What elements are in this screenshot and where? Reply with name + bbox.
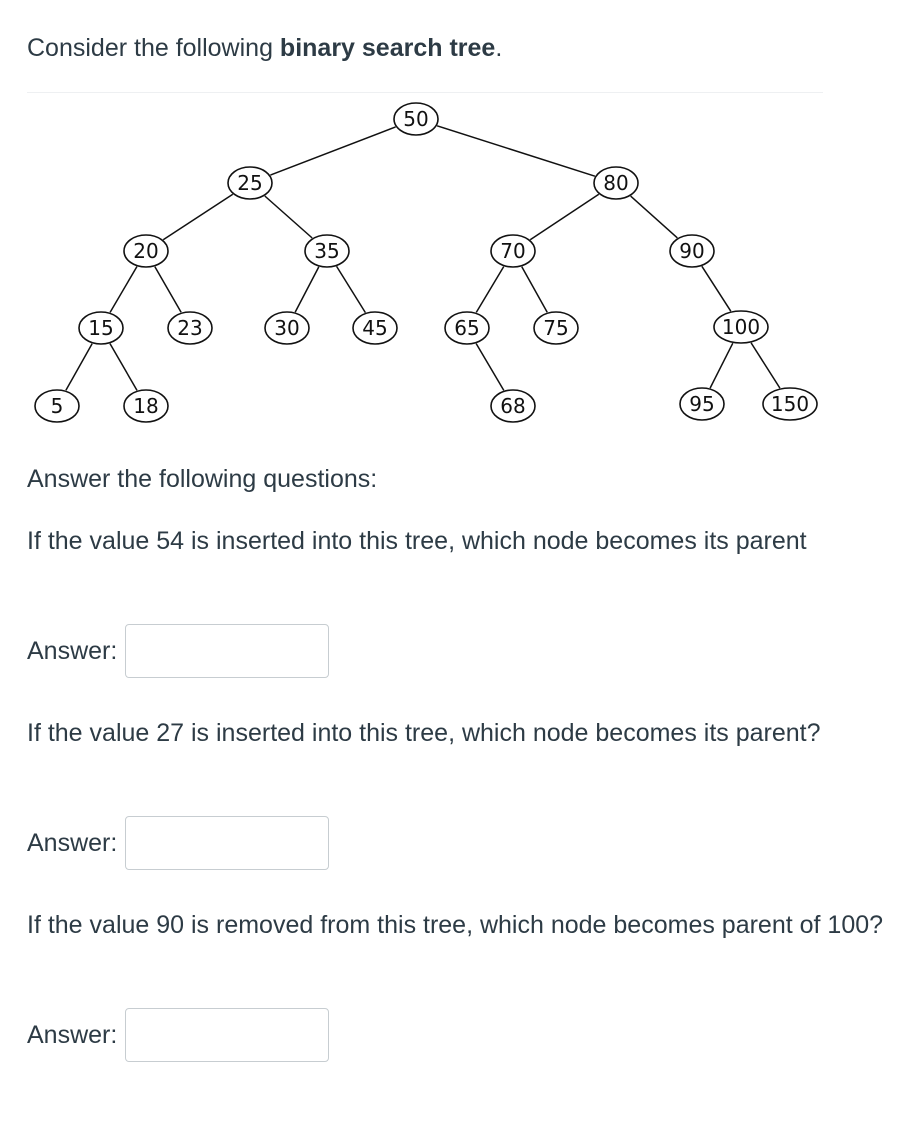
tree-node-label: 70	[500, 239, 526, 263]
tree-edge-50-80	[437, 126, 595, 176]
tree-node-label: 15	[88, 316, 114, 340]
tree-edge-100-95	[710, 343, 733, 388]
tree-node-label: 30	[274, 316, 300, 340]
tree-node-label: 80	[603, 171, 629, 195]
tree-node-label: 68	[500, 394, 526, 418]
binary-search-tree-diagram	[0, 96, 911, 446]
tree-node-25	[228, 167, 272, 199]
tree-node-label: 150	[770, 392, 810, 416]
tree-node-label: 5	[50, 394, 64, 418]
tree-edge-90-100	[702, 266, 731, 311]
intro-text	[27, 34, 502, 63]
tree-node-23	[168, 312, 212, 344]
tree-edge-20-23	[155, 267, 181, 313]
answer-input-1[interactable]	[125, 624, 329, 678]
tree-edge-65-68	[476, 344, 504, 391]
tree-node-label: 75	[543, 316, 569, 340]
tree-edge-70-75	[522, 267, 547, 313]
tree-edge-80-70	[530, 194, 599, 239]
question-2-text: If the value 27 is inserted into this tree, which node becomes its parent?	[27, 719, 821, 747]
tree-edge-15-18	[110, 344, 137, 391]
tree-node-100	[714, 311, 768, 343]
tree-edge-15-5	[66, 344, 92, 391]
tree-node-label: 25	[237, 171, 263, 195]
tree-node-35	[305, 235, 349, 267]
tree-node-label: 95	[689, 392, 715, 416]
tree-node-45	[353, 312, 397, 344]
answer-row-2	[27, 816, 329, 870]
tree-node-label: 23	[177, 316, 203, 340]
tree-node-18	[124, 390, 168, 422]
tree-node-75	[534, 312, 578, 344]
tree-node-80	[594, 167, 638, 199]
tree-edge-50-25	[270, 127, 395, 175]
tree-node-5	[35, 390, 79, 422]
tree-node-label: 45	[362, 316, 388, 340]
answer-input-3[interactable]	[125, 1008, 329, 1062]
tree-node-label: 65	[454, 316, 480, 340]
tree-node-150	[763, 388, 817, 420]
intro-prefix: Consider the following	[27, 34, 280, 62]
tree-node-label: 90	[679, 239, 705, 263]
answer-label-1: Answer:	[27, 636, 118, 665]
tree-edge-70-65	[476, 267, 503, 313]
tree-edge-25-35	[265, 196, 312, 238]
tree-node-15	[79, 312, 123, 344]
questions-prompt: Answer the following questions:	[27, 465, 378, 493]
tree-node-90	[670, 235, 714, 267]
tree-node-65	[445, 312, 489, 344]
tree-node-50	[394, 103, 438, 135]
answer-input-2[interactable]	[125, 816, 329, 870]
tree-edge-35-45	[337, 266, 366, 312]
tree-node-30	[265, 312, 309, 344]
answer-row-3	[27, 1008, 329, 1062]
tree-node-95	[680, 388, 724, 420]
tree-edge-80-90	[631, 196, 678, 238]
question-1-text: If the value 54 is inserted into this tree, which node becomes its parent	[27, 527, 807, 555]
tree-node-label: 50	[403, 107, 429, 131]
intro-suffix: .	[495, 34, 503, 62]
question-3-text: If the value 90 is removed from this tree, which node becomes parent of 100?	[27, 911, 884, 939]
tree-edge-100-150	[751, 343, 780, 388]
intro-bold: binary search tree	[279, 34, 496, 62]
tree-node-68	[491, 390, 535, 422]
tree-edge-25-20	[163, 194, 233, 239]
answer-row-1	[27, 624, 329, 678]
tree-nodes	[35, 103, 817, 422]
answer-label-2: Answer:	[27, 828, 118, 857]
tree-node-70	[491, 235, 535, 267]
tree-node-20	[124, 235, 168, 267]
tree-node-label: 100	[721, 315, 761, 339]
answer-label-3: Answer:	[27, 1020, 118, 1049]
tree-edge-20-15	[110, 267, 137, 313]
tree-node-label: 18	[133, 394, 159, 418]
tree-node-label: 35	[314, 239, 340, 263]
tree-node-label: 20	[133, 239, 159, 263]
tree-edge-35-30	[295, 267, 319, 312]
divider	[27, 92, 823, 93]
